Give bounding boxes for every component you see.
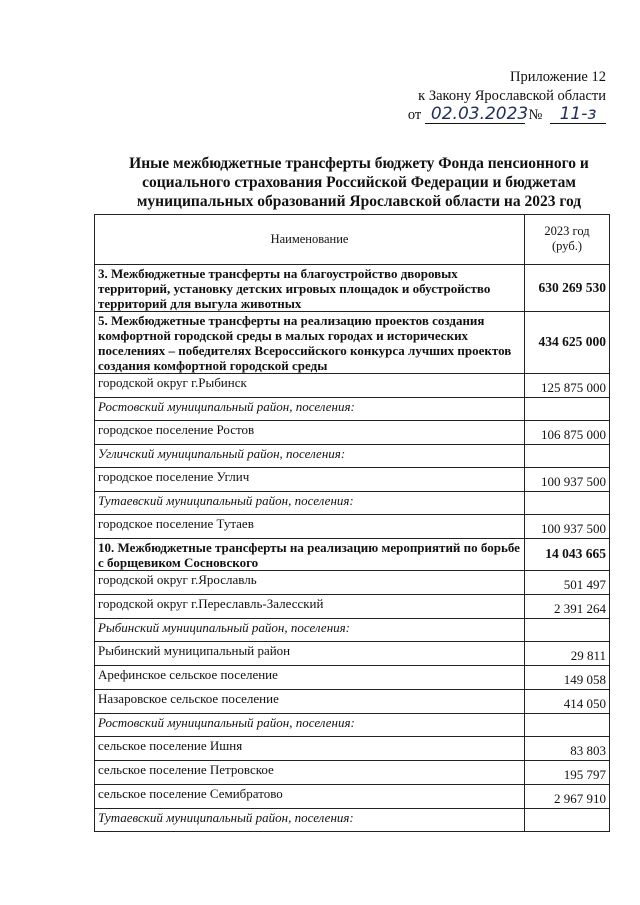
row-name	[95, 312, 525, 374]
row-name	[95, 595, 525, 619]
row-name-text: городское поселение Тутаев	[98, 516, 254, 531]
row-name	[95, 515, 525, 539]
row-name	[95, 374, 525, 398]
row-name-text: сельское поселение Семибратово	[98, 786, 283, 801]
transfers-table	[94, 214, 610, 832]
row-value: 100 937 500	[525, 515, 610, 539]
row-value: 2 967 910	[525, 785, 610, 809]
header-name: Наименование	[95, 215, 525, 265]
row-name-text: 5. Межбюджетные трансферты на реализацию проектов создания комфортной городской среды в малых городах и исторических поселениях – победителях Всероссийского конкурса лучших проектов создания комфортной городской среды	[98, 313, 512, 373]
table-row	[95, 421, 610, 445]
table-row	[95, 642, 610, 666]
row-name-text: городской округ г.Рыбинск	[98, 375, 247, 390]
document-title: Иные межбюджетные трансферты бюджету Фонда пенсионного и социального страхования Российской Федерации и бюджетам муниципальных образований Ярославской области на 2023 год	[129, 155, 589, 210]
row-value: 195 797	[525, 761, 610, 785]
row-name	[95, 666, 525, 690]
row-value: 14 043 665	[525, 539, 610, 571]
table-row	[95, 666, 610, 690]
row-name	[95, 690, 525, 714]
row-value: 2 391 264	[525, 595, 610, 619]
district-header-row	[95, 809, 610, 832]
district-header-row	[95, 619, 610, 642]
row-name-text: Ростовский муниципальный район, поселения:	[98, 399, 355, 414]
header-year: 2023 год (руб.)	[525, 215, 610, 265]
table-row	[95, 374, 610, 398]
row-name	[95, 737, 525, 761]
handwritten-number: 11-з	[550, 106, 606, 124]
row-value: 106 875 000	[525, 421, 610, 445]
row-value: 501 497	[525, 571, 610, 595]
row-value	[525, 492, 610, 515]
row-name	[95, 642, 525, 666]
row-name-text: 3. Межбюджетные трансферты на благоустройство дворовых территорий, установку детских игровых площадок и обустройство территорий для выгула животных	[98, 266, 491, 311]
row-value: 630 269 530	[525, 265, 610, 312]
row-name-text: городской округ г.Переславль-Залесский	[98, 596, 324, 611]
appendix-law: к Закону Ярославской области	[418, 88, 606, 104]
row-name-text: городской округ г.Ярославль	[98, 572, 257, 587]
row-name-text: 10. Межбюджетные трансферты на реализацию мероприятий по борьбе с борщевиком Сосновского	[98, 540, 520, 570]
table-row	[95, 761, 610, 785]
district-header-row	[95, 398, 610, 421]
row-name-text: Рыбинский муниципальный район, поселения:	[98, 620, 351, 635]
district-header-row	[95, 714, 610, 737]
table-row	[95, 785, 610, 809]
number-label: №	[528, 107, 543, 123]
row-name	[95, 809, 525, 832]
row-name-text: городское поселение Углич	[98, 469, 250, 484]
row-name	[95, 619, 525, 642]
table-row	[95, 515, 610, 539]
row-name-text: Тутаевский муниципальный район, поселения:	[98, 810, 354, 825]
appendix-block	[408, 68, 606, 125]
row-value: 29 811	[525, 642, 610, 666]
section-row	[95, 539, 610, 571]
table-row	[95, 595, 610, 619]
row-name-text: сельское поселение Петровское	[98, 762, 274, 777]
row-value	[525, 809, 610, 832]
table-row	[95, 468, 610, 492]
row-name	[95, 265, 525, 312]
row-value	[525, 714, 610, 737]
row-name	[95, 492, 525, 515]
row-name	[95, 539, 525, 571]
row-name	[95, 571, 525, 595]
row-name	[95, 421, 525, 445]
table-header-row	[95, 215, 610, 265]
from-label: от	[407, 107, 422, 123]
row-value: 434 625 000	[525, 312, 610, 374]
row-name-text: городское поселение Ростов	[98, 422, 255, 437]
row-value: 414 050	[525, 690, 610, 714]
row-name-text: Ростовский муниципальный район, поселения:	[98, 715, 355, 730]
row-name-text: Тутаевский муниципальный район, поселения:	[98, 493, 354, 508]
row-value: 125 875 000	[525, 374, 610, 398]
row-name	[95, 468, 525, 492]
district-header-row	[95, 445, 610, 468]
row-name-text: сельское поселение Ишня	[98, 738, 243, 753]
district-header-row	[95, 492, 610, 515]
row-name	[95, 398, 525, 421]
row-name-text: Рыбинский муниципальный район	[98, 643, 291, 658]
row-name	[95, 445, 525, 468]
row-name	[95, 785, 525, 809]
row-value: 83 803	[525, 737, 610, 761]
handwritten-date: 02.03.2023	[425, 106, 525, 124]
section-row	[95, 312, 610, 374]
row-value	[525, 398, 610, 421]
table-row	[95, 690, 610, 714]
row-name	[95, 714, 525, 737]
row-value: 100 937 500	[525, 468, 610, 492]
row-value	[525, 445, 610, 468]
appendix-date-line	[408, 106, 606, 125]
row-value	[525, 619, 610, 642]
table-row	[95, 571, 610, 595]
row-name-text: Назаровское сельское поселение	[98, 691, 279, 706]
row-value: 149 058	[525, 666, 610, 690]
section-row	[95, 265, 610, 312]
table-row	[95, 737, 610, 761]
row-name-text: Угличский муниципальный район, поселения:	[98, 446, 346, 461]
row-name-text: Арефинское сельское поселение	[98, 667, 278, 682]
appendix-title: Приложение 12	[510, 69, 606, 85]
row-name	[95, 761, 525, 785]
